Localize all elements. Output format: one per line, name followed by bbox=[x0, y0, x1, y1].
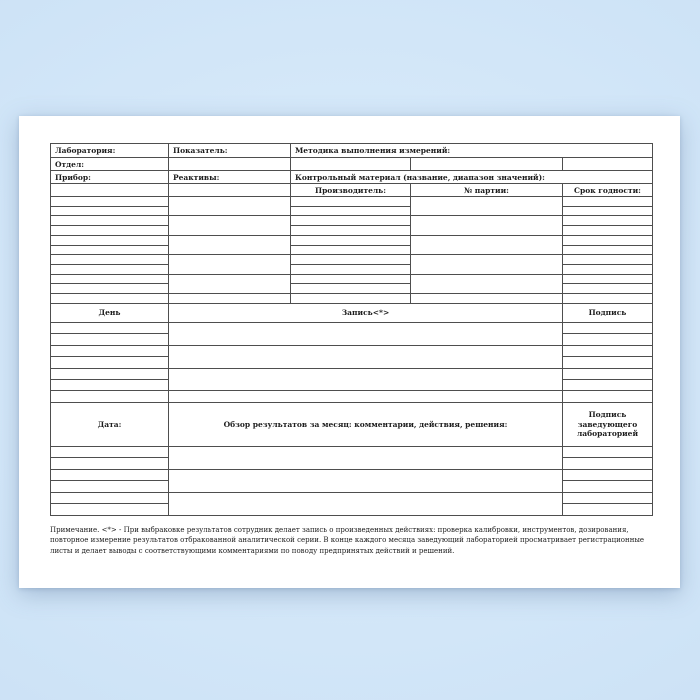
empty-cell bbox=[563, 391, 653, 402]
empty-cell bbox=[51, 216, 169, 226]
empty-cell bbox=[51, 255, 169, 265]
empty-cell bbox=[563, 284, 653, 294]
method-label: Методика выполнения измерений: bbox=[291, 144, 653, 158]
empty-cell bbox=[563, 207, 653, 217]
empty-cell bbox=[51, 380, 169, 391]
empty-cell bbox=[51, 447, 169, 459]
empty-cell bbox=[563, 481, 653, 493]
empty-cell bbox=[291, 265, 411, 275]
laboratory-label: Лаборатория: bbox=[51, 144, 169, 158]
empty-cell bbox=[51, 207, 169, 217]
empty-cell bbox=[563, 493, 653, 505]
empty-cell bbox=[411, 197, 563, 216]
empty-cell bbox=[563, 255, 653, 265]
signature-column-header: Подпись bbox=[563, 304, 653, 323]
empty-cell bbox=[291, 216, 411, 226]
empty-cell bbox=[51, 236, 169, 246]
empty-cell bbox=[563, 458, 653, 470]
empty-cell bbox=[51, 493, 169, 505]
form-header-section bbox=[50, 143, 653, 197]
empty-cell bbox=[563, 294, 653, 304]
indicator-label: Показатель: bbox=[169, 144, 291, 158]
empty-cell bbox=[563, 369, 653, 380]
control-material-rows-section bbox=[50, 197, 653, 304]
empty-cell bbox=[563, 226, 653, 236]
empty-cell bbox=[51, 369, 169, 380]
empty-cell bbox=[51, 391, 169, 402]
empty-cell bbox=[51, 470, 169, 482]
batch-number-label: № партии: bbox=[411, 184, 563, 197]
document-page bbox=[19, 116, 680, 588]
empty-cell bbox=[291, 207, 411, 217]
empty-cell bbox=[169, 158, 291, 171]
empty-cell bbox=[169, 197, 291, 216]
empty-cell bbox=[51, 284, 169, 294]
registration-form-table bbox=[50, 143, 653, 557]
empty-cell bbox=[411, 236, 563, 255]
empty-cell bbox=[291, 294, 411, 304]
empty-cell bbox=[169, 236, 291, 255]
head-signature-column-header: Подпись заведующего лабораторией bbox=[563, 403, 653, 447]
empty-cell bbox=[291, 226, 411, 236]
empty-cell bbox=[51, 226, 169, 236]
empty-cell bbox=[51, 346, 169, 357]
empty-cell bbox=[563, 246, 653, 256]
empty-cell bbox=[563, 447, 653, 459]
empty-cell bbox=[169, 391, 563, 402]
department-label: Отдел: bbox=[51, 158, 169, 171]
empty-cell bbox=[563, 346, 653, 357]
empty-cell bbox=[291, 255, 411, 265]
manufacturer-label: Производитель: bbox=[291, 184, 411, 197]
empty-cell bbox=[291, 197, 411, 207]
empty-cell bbox=[169, 369, 563, 392]
date-column-header: Дата: bbox=[51, 403, 169, 447]
empty-cell bbox=[411, 294, 563, 304]
empty-cell bbox=[563, 265, 653, 275]
empty-cell bbox=[169, 323, 563, 346]
empty-cell bbox=[51, 357, 169, 368]
empty-cell bbox=[51, 265, 169, 275]
empty-cell bbox=[51, 184, 169, 197]
empty-cell bbox=[291, 246, 411, 256]
empty-cell bbox=[563, 275, 653, 285]
empty-cell bbox=[51, 323, 169, 334]
empty-cell bbox=[563, 158, 653, 171]
footnote-text: Примечание. <*> - При выбраковке результатов сотрудник делает запись о произведенных действиях: проверка калибровки, инструментов, дозирования, повторное измерение результатов отбракованной аналитической серии. В конце каждого месяца заведующий лабораторией просматривает регистрационные листы и делает выводы с соответствующими комментариями по поводу предпринятых действий и решений. bbox=[50, 525, 645, 556]
empty-cell bbox=[169, 184, 291, 197]
empty-cell bbox=[563, 197, 653, 207]
empty-cell bbox=[51, 275, 169, 285]
empty-cell bbox=[563, 334, 653, 345]
review-column-header: Обзор результатов за месяц: комментарии, действия, решения: bbox=[169, 403, 563, 447]
empty-cell bbox=[169, 493, 563, 516]
empty-cell bbox=[51, 504, 169, 516]
empty-cell bbox=[563, 216, 653, 226]
empty-cell bbox=[411, 216, 563, 235]
expiry-date-label: Срок годности: bbox=[563, 184, 653, 197]
empty-cell bbox=[563, 323, 653, 334]
empty-cell bbox=[291, 236, 411, 246]
empty-cell bbox=[563, 236, 653, 246]
day-column-header: День bbox=[51, 304, 169, 323]
empty-cell bbox=[291, 275, 411, 285]
empty-cell bbox=[169, 294, 291, 304]
empty-cell bbox=[169, 216, 291, 235]
empty-cell bbox=[411, 158, 563, 171]
device-label: Прибор: bbox=[51, 171, 169, 184]
empty-cell bbox=[411, 255, 563, 274]
empty-cell bbox=[51, 197, 169, 207]
empty-cell bbox=[51, 458, 169, 470]
empty-cell bbox=[169, 275, 291, 294]
empty-cell bbox=[411, 275, 563, 294]
control-material-label: Контрольный материал (название, диапазон значений): bbox=[291, 171, 653, 184]
empty-cell bbox=[51, 294, 169, 304]
empty-cell bbox=[169, 346, 563, 369]
empty-cell bbox=[291, 284, 411, 294]
monthly-review-section bbox=[50, 403, 653, 516]
empty-cell bbox=[563, 504, 653, 516]
empty-cell bbox=[563, 380, 653, 391]
empty-cell bbox=[51, 334, 169, 345]
empty-cell bbox=[169, 447, 563, 470]
daily-record-section bbox=[50, 304, 653, 403]
record-column-header: Запись<*> bbox=[169, 304, 563, 323]
empty-cell bbox=[51, 481, 169, 493]
empty-cell bbox=[169, 255, 291, 274]
empty-cell bbox=[51, 246, 169, 256]
empty-cell bbox=[563, 470, 653, 482]
empty-cell bbox=[169, 470, 563, 493]
reagents-label: Реактивы: bbox=[169, 171, 291, 184]
empty-cell bbox=[291, 158, 411, 171]
empty-cell bbox=[563, 357, 653, 368]
